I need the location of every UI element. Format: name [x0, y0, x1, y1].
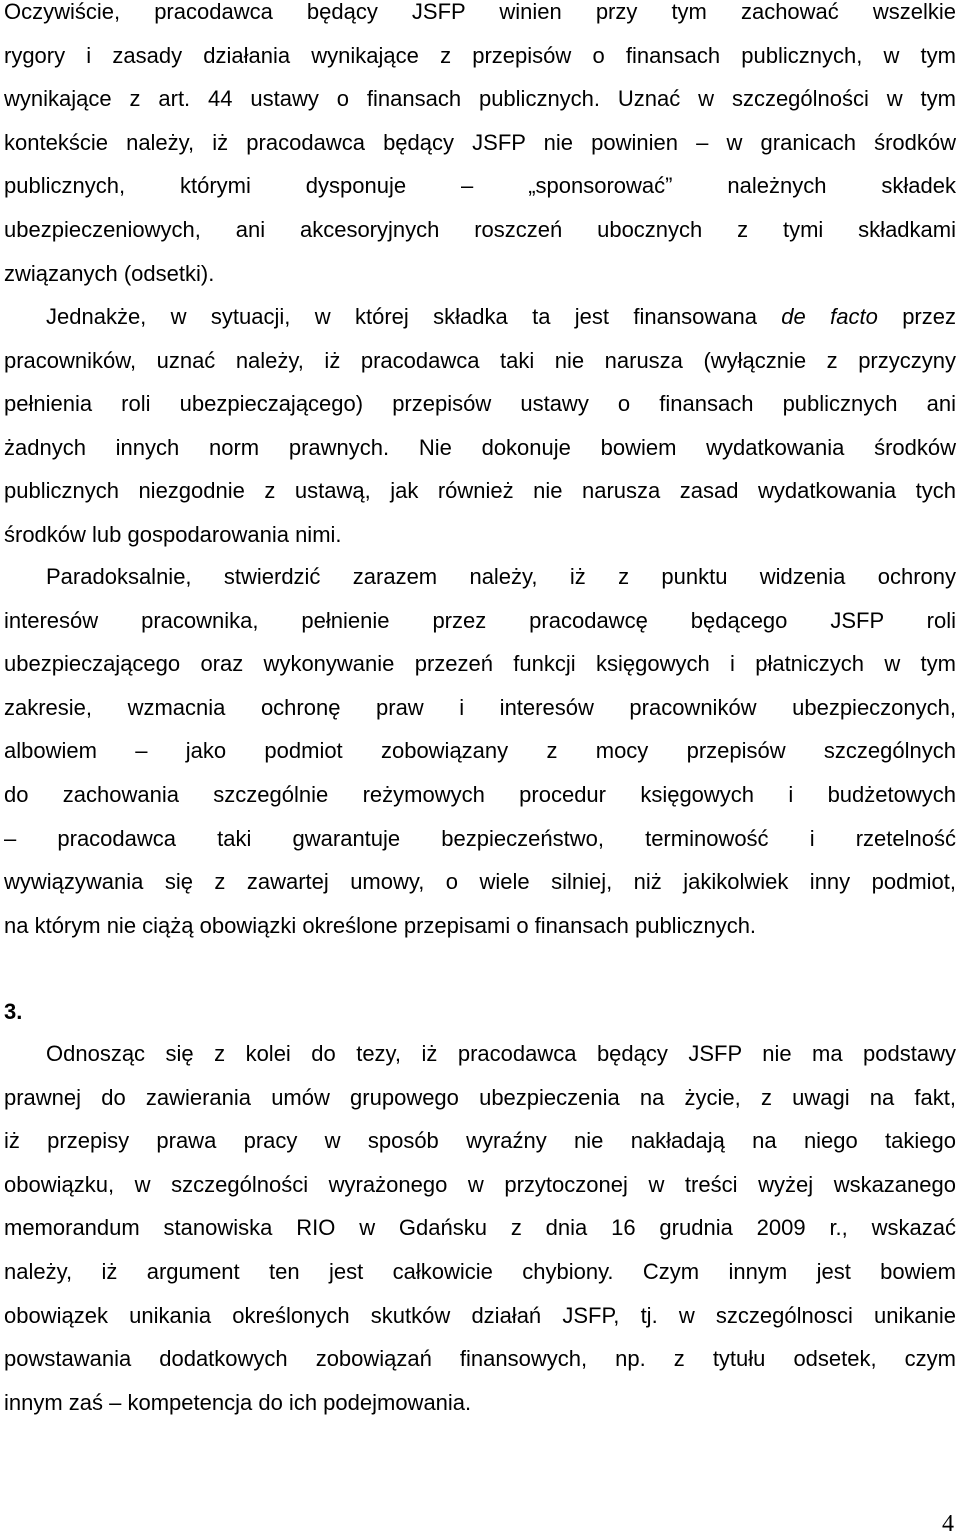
- text-line: wywiązywania się z zawartej umowy, o wiele silniej, niż jakikolwiek inny podmiot,: [4, 869, 956, 895]
- section-heading: 3.: [4, 999, 23, 1024]
- text-line: zakresie, wzmacnia ochronę praw i interesów pracowników ubezpieczonych,: [4, 694, 956, 720]
- text-line: interesów pracownika, pełnienie przez pracodawcę będącego JSFP roli: [4, 607, 956, 633]
- text-line: pełnienia roli ubezpieczającego) przepisów ustawy o finansach publicznych ani: [4, 391, 956, 417]
- text-line: rygory i zasady działania wynikające z przepisów o finansach publicznych, w tym: [4, 42, 956, 68]
- text-line: ubezpieczeniowych, ani akcesoryjnych roszczeń ubocznych z tymi składkami: [4, 216, 956, 242]
- text-line: memorandum stanowiska RIO w Gdańsku z dnia 16 grudnia 2009 r., wskazać: [4, 1215, 956, 1241]
- text-line: związanych (odsetki).: [4, 260, 215, 286]
- text-line: obowiązku, w szczególności wyrażonego w przytoczonej w treści wyżej wskazanego: [4, 1171, 956, 1197]
- text-line: obowiązek unikania określonych skutków działań JSFP, tj. w szczególnosci unikanie: [4, 1302, 956, 1328]
- text-line: pracowników, uznać należy, iż pracodawca taki nie narusza (wyłącznie z przyczyny: [4, 347, 956, 373]
- text-line: albowiem – jako podmiot zobowiązany z mocy przepisów szczególnych: [4, 738, 956, 764]
- text-line: Oczywiście, pracodawca będący JSFP winien przy tym zachować wszelkie: [4, 0, 956, 24]
- text-line: publicznych, którymi dysponuje – „sponsorować” należnych składek: [4, 173, 956, 199]
- text-line: ubezpieczającego oraz wykonywanie przezeń funkcji księgowych i płatniczych w tym: [4, 651, 956, 677]
- text-line: publicznych niezgodnie z ustawą, jak również nie narusza zasad wydatkowania tych: [4, 478, 956, 504]
- text-line: należy, iż argument ten jest całkowicie chybiony. Czym innym jest bowiem: [4, 1258, 956, 1284]
- text-line: Odnosząc się z kolei do tezy, iż pracodawca będący JSFP nie ma podstawy: [46, 1041, 956, 1066]
- page-number: 4: [942, 1511, 954, 1537]
- text-line: iż przepisy prawa pracy w sposób wyraźny nie nakładają na niego takiego: [4, 1128, 956, 1154]
- text-line: Paradoksalnie, stwierdzić zarazem należy, iż z punktu widzenia ochrony: [46, 564, 956, 589]
- text-line: powstawania dodatkowych zobowiązań finansowych, np. z tytułu odsetek, czym: [4, 1346, 956, 1372]
- paragraph-2: [4, 295, 956, 557]
- italic-phrase: de facto: [781, 304, 878, 329]
- paragraph-3: [4, 555, 956, 947]
- text-line: Jednakże, w sytuacji, w której składka ta jest finansowana de facto przez: [46, 304, 956, 329]
- text-line: kontekście należy, iż pracodawca będący JSFP nie powinien – w granicach środków: [4, 129, 956, 155]
- text-line: środków lub gospodarowania nimi.: [4, 521, 342, 547]
- paragraph-1: [4, 0, 956, 295]
- text-line: żadnych innych norm prawnych. Nie dokonuje bowiem wydatkowania środków: [4, 434, 956, 460]
- text-line: innym zaś – kompetencja do ich podejmowania.: [4, 1389, 472, 1415]
- text-line: na którym nie ciążą obowiązki określone przepisami o finansach publicznych.: [4, 912, 757, 938]
- text-line: prawnej do zawierania umów grupowego ubezpieczenia na życie, z uwagi na fakt,: [4, 1084, 956, 1110]
- text-line: – pracodawca taki gwarantuje bezpieczeństwo, terminowość i rzetelność: [4, 825, 956, 851]
- text-line: do zachowania szczególnie reżymowych procedur księgowych i budżetowych: [4, 781, 956, 807]
- paragraph-4: [4, 1032, 956, 1424]
- text-line: wynikające z art. 44 ustawy o finansach publicznych. Uznać w szczególności w tym: [4, 86, 956, 112]
